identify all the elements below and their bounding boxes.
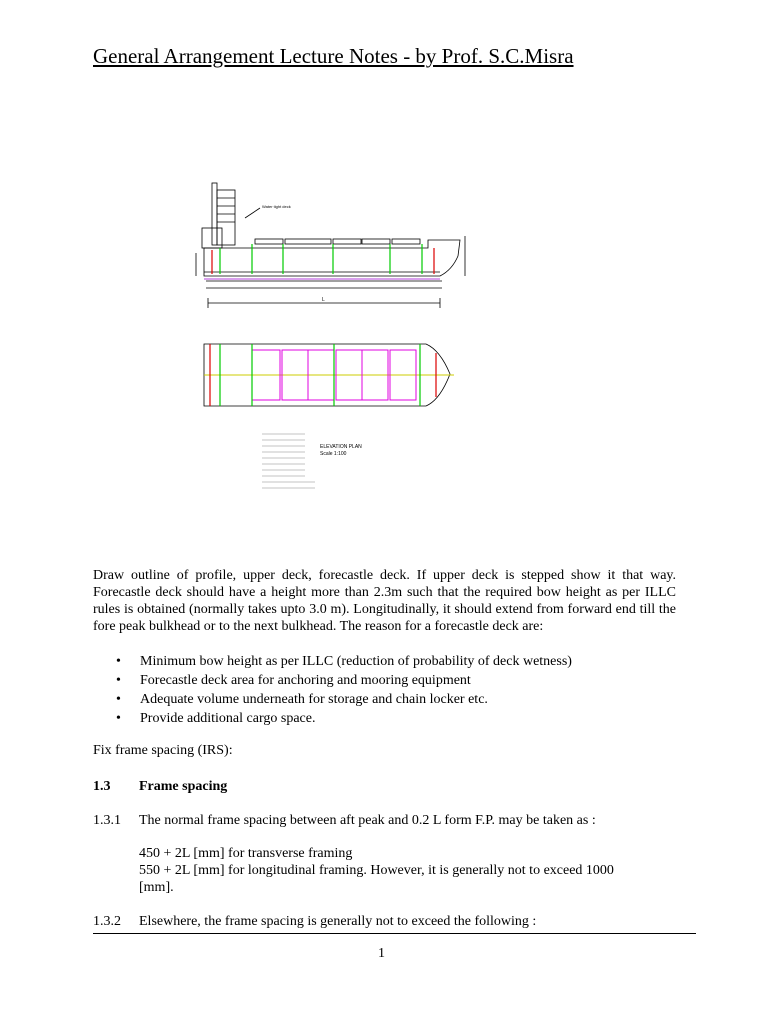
clause-text: The normal frame spacing between aft peak and 0.2 L form F.P. may be taken as : <box>139 813 596 828</box>
body-paragraph: Draw outline of profile, upper deck, forecastle deck. If upper deck is stepped show it that way. Forecastle deck should have a height more than 2.3m such that the required bow height as per ILLC rules is obtained (normally takes upto 3.0 m). Longitudinally, it should extend from forward end till the fore peak bulkhead or to the next bulkhead. The reason for a forecastle deck are: <box>93 568 676 634</box>
plan-subtitle: Scale 1:100 <box>320 451 347 457</box>
fix-frame-text: Fix frame spacing (IRS): <box>93 743 233 758</box>
bulkhead-lines <box>220 244 422 274</box>
bullet-list <box>112 652 572 728</box>
formula-longitudinal: 550 + 2L [mm] for longitudinal framing. However, it is generally not to exceed 1000 <box>139 863 614 878</box>
profile-view <box>196 183 465 308</box>
dimension-total: L <box>322 297 325 303</box>
formula-transverse: 450 + 2L [mm] for transverse framing <box>139 846 353 861</box>
list-item: • Adequate volume underneath for storage and chain locker etc. <box>112 690 572 709</box>
clause-number: 1.3.2 <box>93 914 121 929</box>
callout-label: Water tight deck <box>262 204 291 209</box>
clause-text: Elsewhere, the frame spacing is generally not to exceed the following : <box>139 914 537 929</box>
clause-number: 1.3.1 <box>93 813 121 828</box>
footer-divider <box>93 933 696 934</box>
page-number: 1 <box>378 946 385 961</box>
list-item: • Forecastle deck area for anchoring and mooring equipment <box>112 671 572 690</box>
list-item: • Minimum bow height as per ILLC (reduction of probability of deck wetness) <box>112 652 572 671</box>
page-title: General Arrangement Lecture Notes - by Prof. S.C.Misra <box>93 44 574 68</box>
section-title: Frame spacing <box>139 779 228 794</box>
list-item: • Provide additional cargo space. <box>112 709 572 728</box>
section-number: 1.3 <box>93 779 111 794</box>
plan-title: ELEVATION PLAN <box>320 444 362 450</box>
general-arrangement-drawing <box>190 178 490 498</box>
formula-longitudinal-cont: [mm]. <box>139 880 174 895</box>
